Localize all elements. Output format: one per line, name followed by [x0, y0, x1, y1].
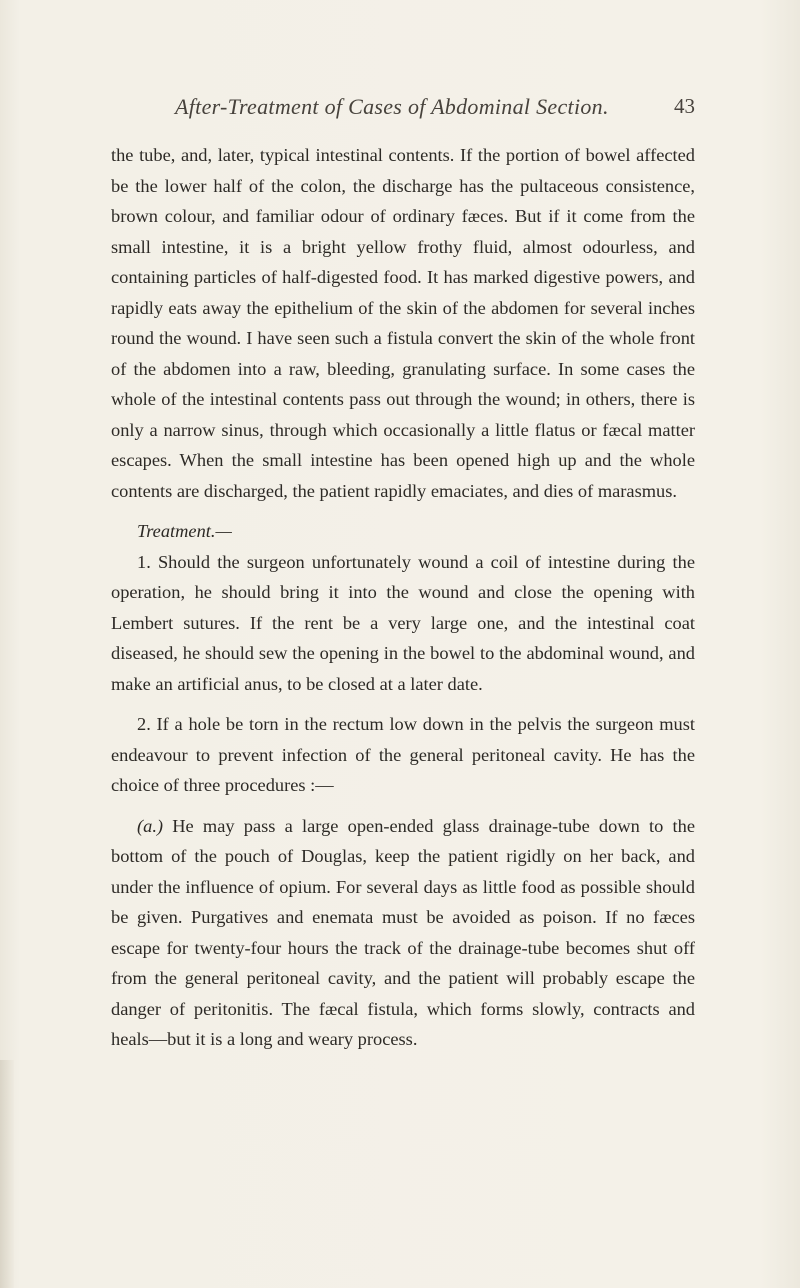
- paragraph-item-2a: [111, 811, 695, 1055]
- paragraph-continuation: the tube, and, later, typical intestinal contents. If the portion of bowel affected be the lower half of the colon, the discharge has the pultaceous consistence, brown colour, and familiar odour of ordinary fæces. But if it come from the small intestine, it is a bright yellow frothy fluid, almost odourless, and containing particles of half-digested food. It has marked digestive powers, and rapidly eats away the epithelium of the skin of the abdomen for several inches round the wound. I have seen such a fistula convert the skin of the whole front of the abdomen into a raw, bleeding, granulating surface. In some cases the whole of the intestinal contents pass out through the wound; in others, there is only a narrow sinus, through which occasionally a little flatus or fæcal matter escapes. When the small intestine has been opened high up and the whole contents are discharged, the patient rapidly emaciates, and dies of marasmus.: [111, 145, 695, 501]
- treatment-heading: Treatment.—: [137, 521, 232, 541]
- body-text: [111, 140, 695, 1055]
- item-label-a: (a.): [137, 815, 164, 836]
- page-number: 43: [674, 94, 695, 118]
- paragraph-item-2a-text: He may pass a large open-ended glass drainage-tube down to the bottom of the pouch of Douglas, keep the patient rigidly on her back, and under the influence of opium. For several days as little food as possible should be given. Purgatives and enemata must be avoided as poison. If no fæces escape for twenty-four hours the track of the drainage-tube becomes shut off from the general peritoneal cavity, and the patient will probably escape the danger of peritonitis. The fæcal fistula, which forms slowly, contracts and heals—but it is a long and weary process.: [111, 815, 695, 1049]
- running-title: After-Treatment of Cases of Abdominal Section.: [175, 94, 609, 119]
- paragraph-item-2: 2. If a hole be torn in the rectum low down in the pelvis the surgeon must endeavour to prevent infection of the general peritoneal cavity. He has the choice of three procedures :—: [111, 714, 695, 795]
- page-edge-shadow: [0, 1060, 14, 1288]
- paragraph-item-1: 1. Should the surgeon unfortunately wound a coil of intestine during the operation, he should bring it into the wound and close the opening with Lembert sutures. If the rent be a very large one, and the intestinal coat diseased, he should sew the opening in the bowel to the abdominal wound, and make an artificial anus, to be closed at a later date.: [111, 551, 695, 694]
- page-header: [175, 94, 695, 124]
